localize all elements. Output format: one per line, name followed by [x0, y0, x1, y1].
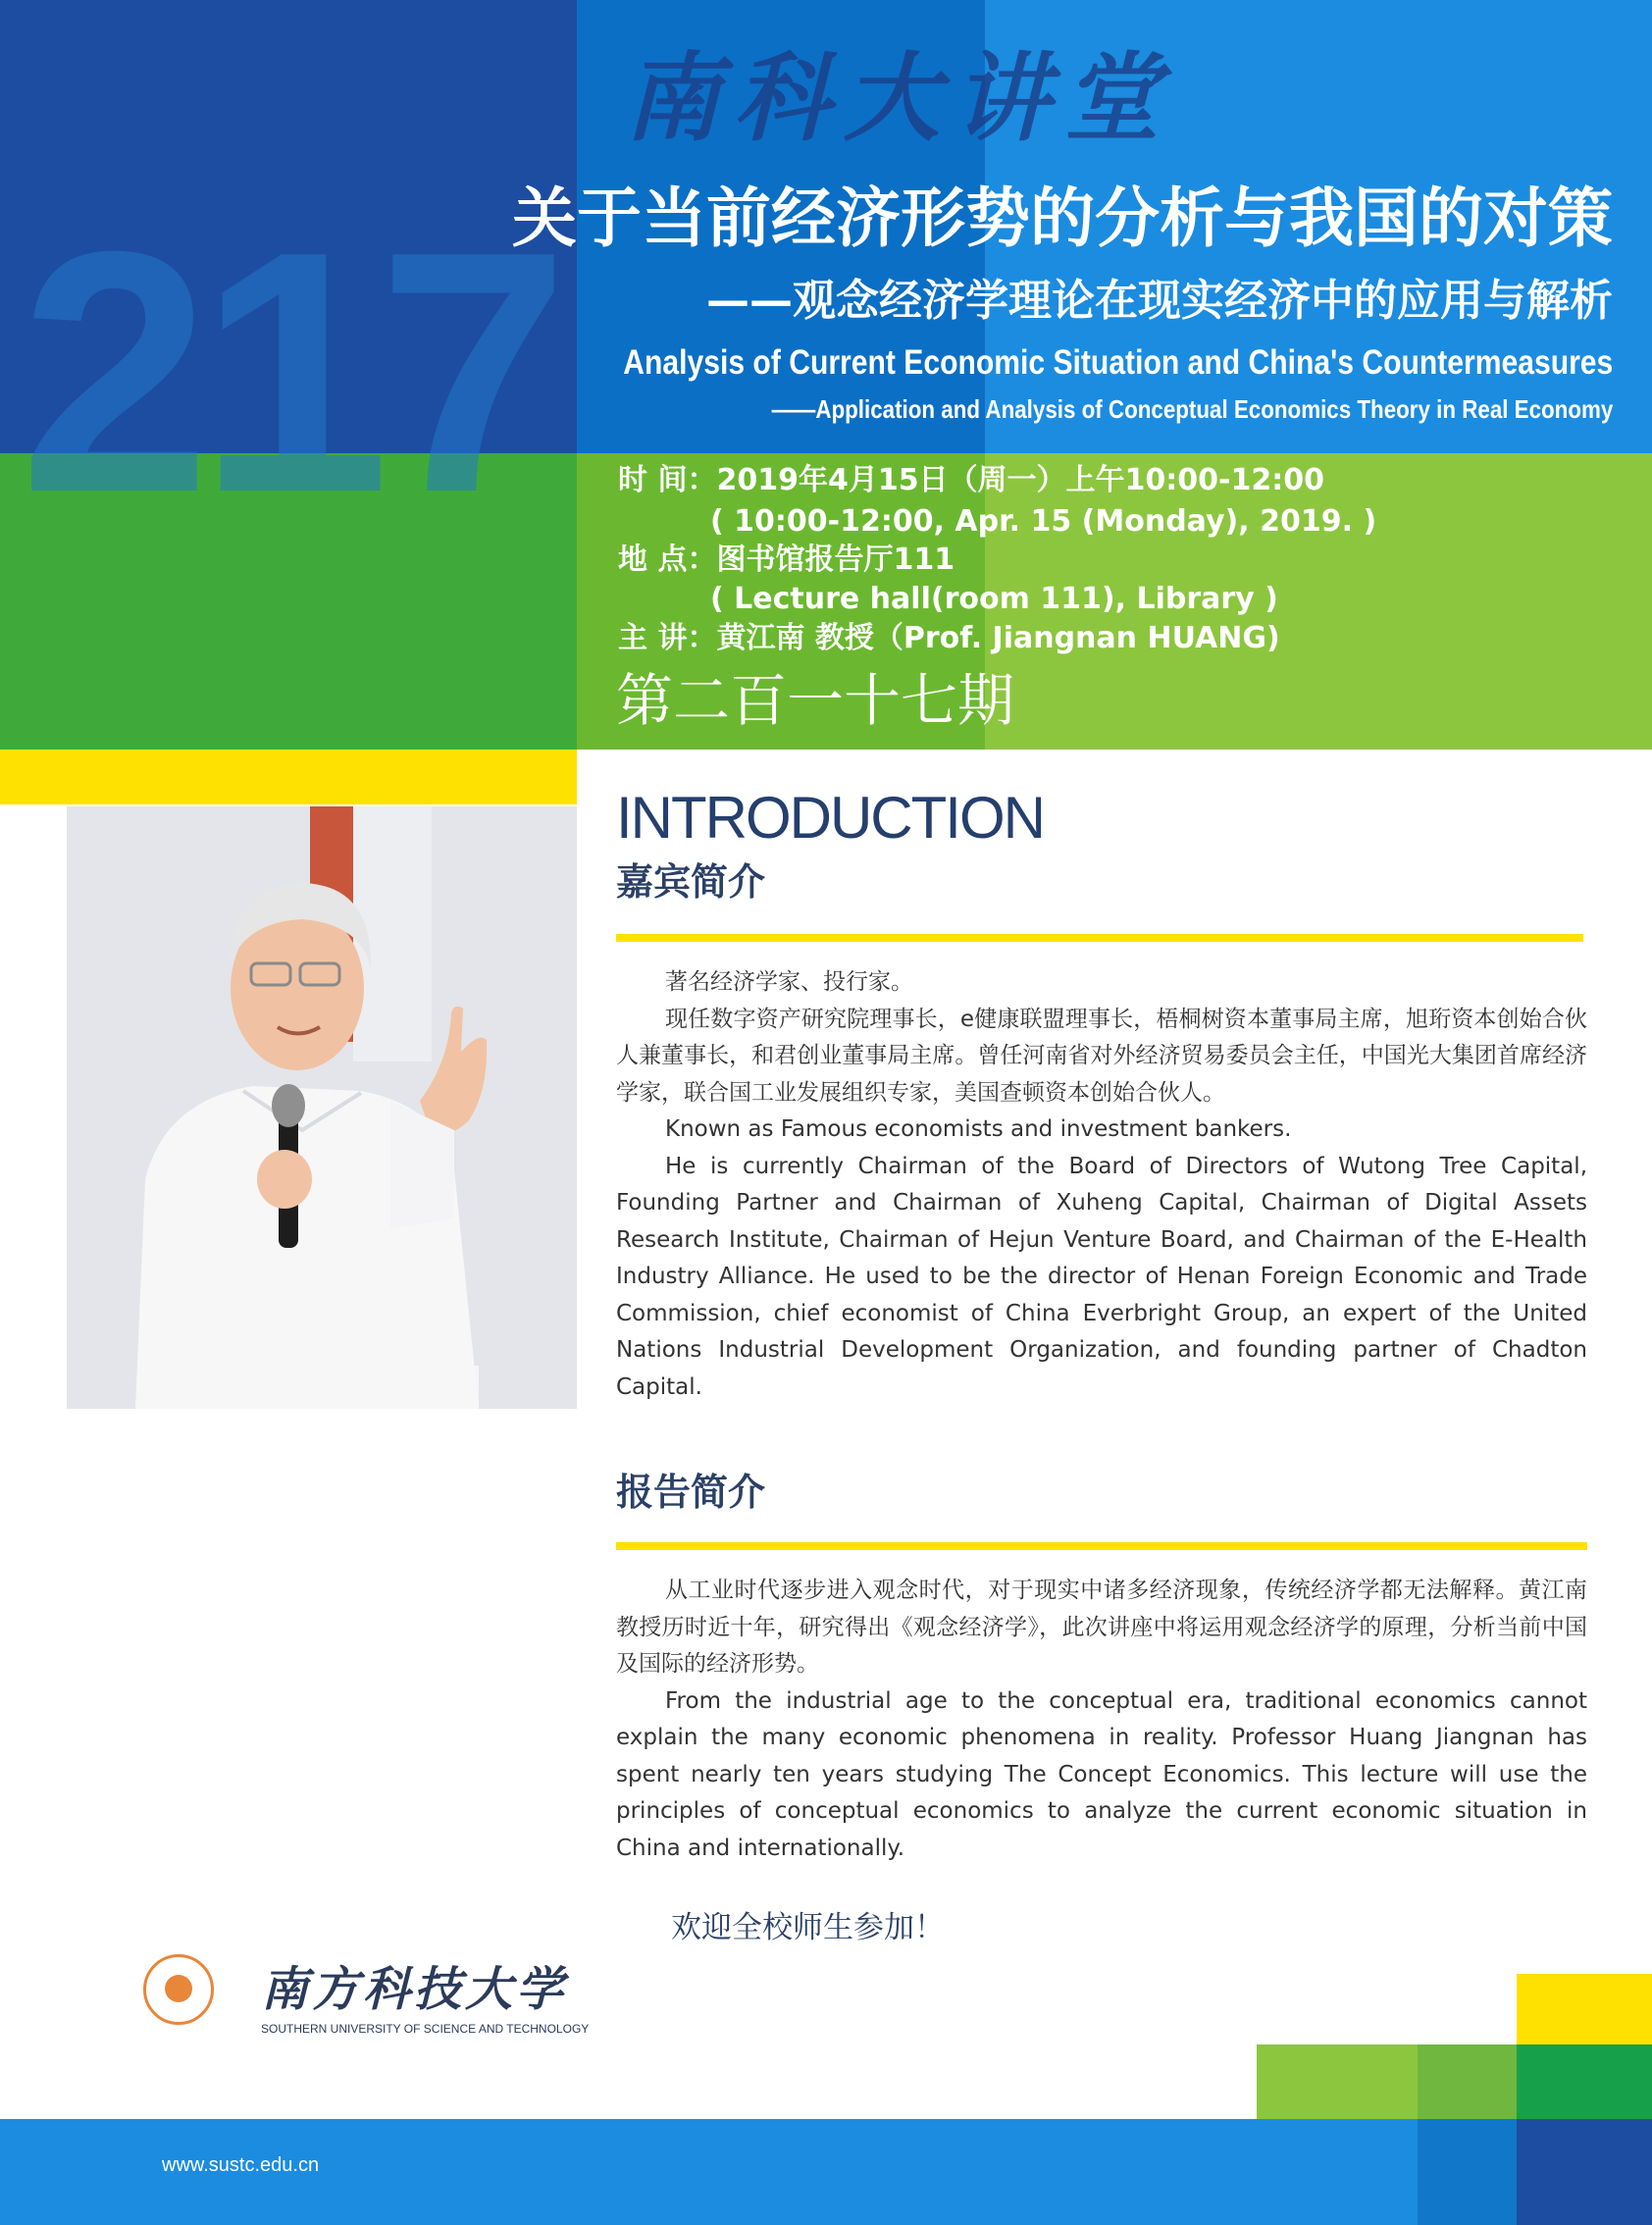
- report-paragraph: 从工业时代逐步进入观念时代，对于现实中诸多经济现象，传统经济学都无法解释。黄江南教授历时近十年，研究得出《观念经济学》，此次讲座中将运用观念经济学的原理，分析当前中国及国际的经济形势。: [616, 1578, 1587, 1677]
- intro-paragraph: He is currently Chairman of the Board of Directors of Wutong Tree Capital, Founding Partner and Chairman of Xuheng Capital, Chairman of Digital Assets Research Institute, Chairman of Hejun Venture Board, and Chairman of the E-Health Industry Alliance. He used to be the director of Henan Foreign Economic and Trade Commission, chief economist of China Everbright Group, an expert of the United Nations Industrial Development Organization, and founding partner of Chadton Capital.: [616, 1153, 1587, 1400]
- decor-block-yellow: [1517, 1974, 1652, 2044]
- introduction-heading: INTRODUCTION: [616, 785, 1044, 851]
- report-heading-zh: 报告简介: [616, 1471, 766, 1514]
- university-name-zh: 南方科技大学: [261, 1962, 568, 2017]
- decor-block-green: [1257, 2044, 1418, 2119]
- issue-number-watermark: 217: [20, 181, 557, 564]
- footer-block-blue: [1418, 2119, 1517, 2225]
- subtitle-zh: ——观念经济学理论在现实经济中的应用与解析: [706, 276, 1613, 326]
- issue-label-zh: 第二百一十七期: [616, 667, 1015, 734]
- website-link[interactable]: www.sustc.edu.cn: [162, 2154, 320, 2176]
- footer-block-dark-blue: [1517, 2119, 1652, 2225]
- subtitle-en: ——Application and Analysis of Conceptual Economics Theory in Real Economy: [771, 394, 1613, 424]
- event-place-zh: 地 点：图书馆报告厅111: [618, 543, 955, 577]
- intro-paragraph: Known as Famous economists and investment bankers.: [665, 1116, 1292, 1142]
- university-name-en: SOUTHERN UNIVERSITY OF SCIENCE AND TECHNOLOGY: [261, 2022, 590, 2036]
- section-divider: [616, 1542, 1587, 1550]
- lecture-series-logo: 南科大讲堂: [624, 42, 1174, 155]
- intro-paragraph: 现任数字资产研究院理事长，e健康联盟理事长，梧桐树资本董事局主席，旭珩资本创始合伙人兼董事长，和君创业董事局主席。曾任河南省对外经济贸易委员会主任，中国光大集团首席经济学家，联合国工业发展组织专家，美国查顿资本创始合伙人。: [616, 1006, 1587, 1106]
- decor-block-dark-green: [1517, 2044, 1652, 2119]
- speaker-photo-illustration: [67, 806, 577, 1409]
- torch-icon: [165, 1975, 192, 2002]
- speaker-photo: [67, 806, 577, 1409]
- event-speaker: 主 讲：黄江南 教授（Prof. Jiangnan HUANG): [618, 621, 1280, 655]
- report-body: [616, 1573, 1587, 1867]
- intro-body: [616, 964, 1587, 1406]
- event-time-en: ( 10:00-12:00, Apr. 15 (Monday), 2019. ): [710, 504, 1377, 539]
- event-place-en: ( Lecture hall(room 111), Library ): [710, 582, 1278, 616]
- welcome-text: 欢迎全校师生参加！: [671, 1910, 945, 1945]
- title-zh: 关于当前经济形势的分析与我国的对策: [512, 181, 1613, 256]
- event-time-zh: 时 间：2019年4月15日（周一）上午10:00-12:00: [618, 463, 1324, 497]
- title-en: Analysis of Current Economic Situation and China's Countermeasures: [622, 343, 1613, 382]
- decor-block-green: [1418, 2044, 1517, 2119]
- header-block-yellow: [0, 750, 577, 804]
- report-paragraph: From the industrial age to the conceptual era, traditional economics cannot explain the many economic phenomena in reality. Professor Huang Jiangnan has spent nearly ten years studying The Concept Economics. This lecture will use the principles of conceptual economics to analyze the current economic situation in China and internationally.: [616, 1687, 1587, 1861]
- section-divider: [616, 934, 1583, 942]
- introduction-heading-zh: 嘉宾简介: [616, 860, 766, 904]
- intro-paragraph: 著名经济学家、投行家。: [665, 969, 913, 995]
